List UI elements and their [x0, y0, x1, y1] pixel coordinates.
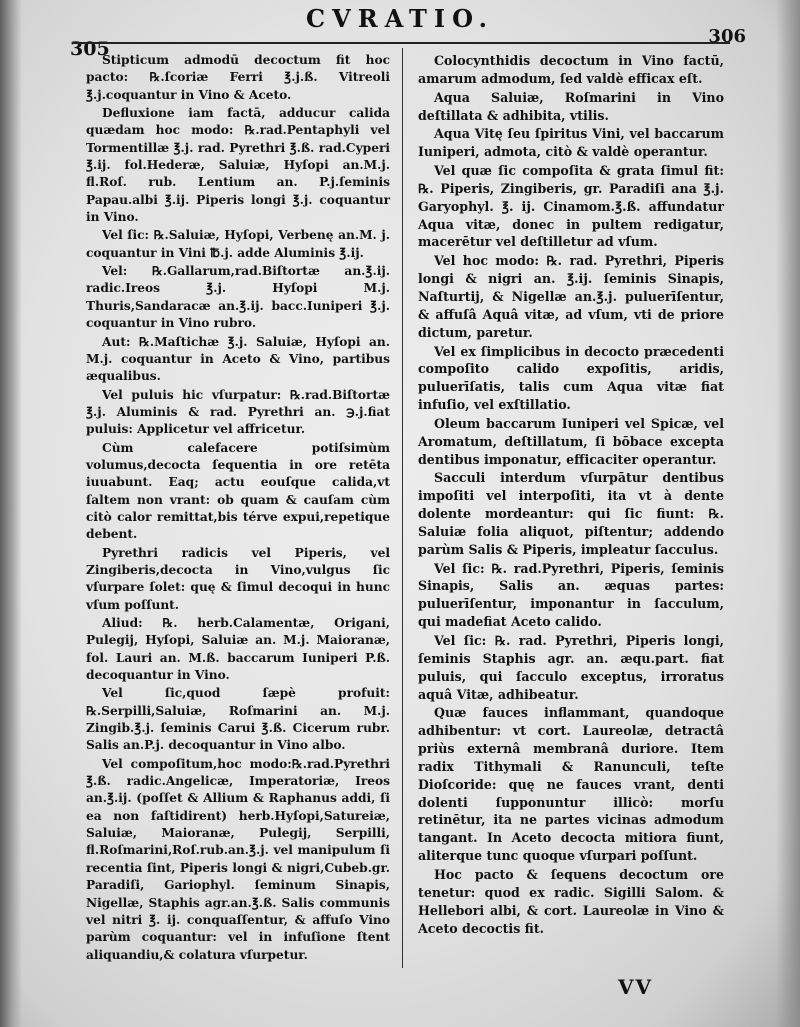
paragraph: Vel ſic: ℞. rad. Pyrethri, Piperis longi, ſeminis Staphis agr. an. æqu.part. fiat puluis, qui ſacculo exceptus, irroratus aquâ Vitæ, adhibeatur.: [418, 633, 724, 702]
paragraph: Vel ſic: ℞. rad.Pyrethri, Piperis, ſeminis Sinapis, Salis an. æquas partes: puluerīſentur, imponantur in ſacculum, qui madefiat Aceto calido.: [418, 560, 724, 630]
paragraph: Aut: ℞.Maſtichæ ℥.j. Saluiæ, Hyſopi an. M.j. coquantur in Aceto & Vino, partibus æqualibus.: [86, 334, 390, 384]
paragraph: Hoc pacto & ſequens decoctum ore tenetur: quod ex radic. Sigilli Salom. & Hellebori albi, & cort. Laureolæ in Vino & Aceto decoctis fit.: [418, 866, 724, 936]
paragraph: Vel: ℞.Gallarum,rad.Biſtortæ an.℥.ij. radic.Ireos ℥.j. Hyſopi M.j. Thuris,Sandaracæ an.℥.ij. bacc.Iuniperi ℥.j. coquantur in Vino rubro.: [86, 264, 390, 331]
right-column: [418, 52, 724, 938]
page-header: [60, 4, 746, 60]
paragraph: Quæ fauces inflammant, quandoque adhibentur: vt cort. Laureolæ, detractâ priùs externâ membranâ duriore. Item radix Tithymali & Ranunculi, teſte Dioſcoride: quę ne fauces vrant, denti dolenti ſupponuntur illicò: morſu retinētur, ita ne partes vicinas admodum tangant. In Aceto decocta mitiora fiunt, aliterque tunc quoque vſurpari poſſunt.: [418, 705, 724, 864]
page-edge-shadow: [776, 0, 800, 1027]
paragraph: Oleum baccarum Iuniperi vel Spicæ, vel Aromatum, deſtillatum, ſi bōbace excepta dentibus imponatur, efficaciter operantur.: [418, 415, 724, 467]
paragraph: Vel ſic: ℞.Saluiæ, Hyſopi, Verbenę an.M. j. coquantur in Vini ℔.j. adde Aluminis ℥.ij.: [86, 228, 390, 260]
column-divider: [402, 48, 403, 968]
paragraph: Aqua Vitę ſeu ſpiritus Vini, vel baccarum Iuniperi, admota, citò & valdè operantur.: [418, 126, 724, 160]
paragraph: Aliud: ℞. herb.Calamentæ, Origani, Pulegij, Hyſopi, Saluiæ an. M.j. Maioranæ, fol. Lauri an. M.ß. baccarum Iuniperi P.ß. decoquantur in Vino.: [86, 616, 390, 683]
paragraph: Defluxione iam factā, adducur calida quædam hoc modo: ℞.rad.Pentaphyli vel Tormentillæ ℥.j. rad. Pyrethri ℥.ß. rad.Cyperi ℥.ij. fol.Hederæ, Saluiæ, Hyſopi an.M.j. fl.Roſ. rub. Lentium an. P.j.ſeminis Papau.albi ℥.ij. Piperis longi ℥.j. coquantur in Vino.: [86, 106, 390, 225]
paragraph: Vel ex ſimplicibus in decocto præcedenti compoſito calido expoſitis, aridis, puluerīſatis, talis cum Aqua vitæ fiat infuſio, vel exſtillatio.: [418, 343, 724, 413]
paragraph: Vel compoſitum,hoc modo:℞.rad.Pyrethri ℥.ß. radic.Angelicæ, Imperatoriæ, Ireos an.℥.ij. (poſſet & Allium & Raphanus addi, ſi ea non faſtidirent) herb.Hyſopi,Satureiæ, Saluiæ, Maioranæ, Pulegij, Serpilli, fl.Roſmarini,Roſ.rub.an.℥.j. vel manipulum ſi recentia ſint, Piperis longi & nigri,Cubeb.gr. Paradiſi, Gariophyl. ſeminum Sinapis, Nigellæ, Staphis agr.an.℥.ß. Salis communis vel nitri ℥. ij. conquaſſentur, & affuſo Vino parùm coquantur: vel in infuſione ſtent aliquandiu,& colatura vſurpetur.: [86, 756, 390, 962]
paragraph: Aqua Saluiæ, Roſmarini in Vino deſtillata & adhibita, vtilis.: [418, 89, 724, 123]
header-rule: [72, 42, 730, 44]
paragraph: Cùm calefacere potiſsimùm volumus,decocta ſequentia in ore retēta iuuabunt. Eaq; actu eouſque calida,vt ſaltem non vrant: ob quam & cauſam cùm citò calor remittat,bis térve expui,repetique debent.: [86, 440, 390, 542]
paragraph: Colocynthidis decoctum in Vino factū, amarum admodum, ſed valdè efficax eſt.: [418, 53, 724, 86]
page-gutter-shadow: [0, 0, 22, 1027]
left-column: [86, 52, 390, 965]
signature-mark: VV: [618, 975, 654, 999]
page-number-right: 306: [708, 26, 746, 47]
paragraph: Vel ſic,quod ſæpè profuit: ℞.Serpilli,Saluiæ, Roſmarini an. M.j. Zingib.℥.j. ſeminis Carui ℥.ß. Cicerum rubr. Salis an.P.j. decoquantur in Vino albo.: [86, 686, 390, 753]
page-number-left: 305: [70, 38, 110, 60]
paragraph: Sacculi interdum vſurpātur dentibus impoſiti vel interpoſiti, ita vt à dente dolente mordeantur: qui ſic fiunt: ℞. Saluiæ folia aliquot, piſtentur; addendo parùm Salis & Piperis, impleatur ſacculus.: [418, 470, 724, 557]
paragraph: Vel quæ ſic compoſita & grata ſimul fit: ℞. Piperis, Zingiberis, gr. Paradiſi ana ℥.j. Garyophyl. ℥. ij. Cinamom.℥.ß. affundatur Aqua vitæ, donec in pultem redigatur, macerētur vel deſtilletur ad vſum.: [418, 163, 724, 250]
running-title: CVRATIO.: [306, 4, 494, 33]
paragraph: Stipticum admodū decoctum fit hoc pacto: ℞.ſcoriæ Ferri ℥.j.ß. Vitreoli ℥.j.coquantur in Vino & Aceto.: [86, 53, 390, 102]
paragraph: Pyrethri radicis vel Piperis, vel Zingiberis,decocta in Vino,vulgus ſic vſurpare ſolet: quę & ſimul decoqui in hunc vſum poſſunt.: [86, 545, 390, 612]
paragraph: Vel hoc modo: ℞. rad. Pyrethri, Piperis longi & nigri an. ℥.ij. ſeminis Sinapis, Naſturtij, & Nigellæ an.℥.j. puluerīſentur, & affuſâ Aquâ vitæ, ad vſum, vti de priore dictum, paretur.: [418, 253, 724, 340]
paragraph: Vel puluis hic vſurpatur: ℞.rad.Biſtortæ ℥.j. Aluminis & rad. Pyrethri an. ℈.j.fiat puluis: Applicetur vel affricetur.: [86, 387, 390, 437]
